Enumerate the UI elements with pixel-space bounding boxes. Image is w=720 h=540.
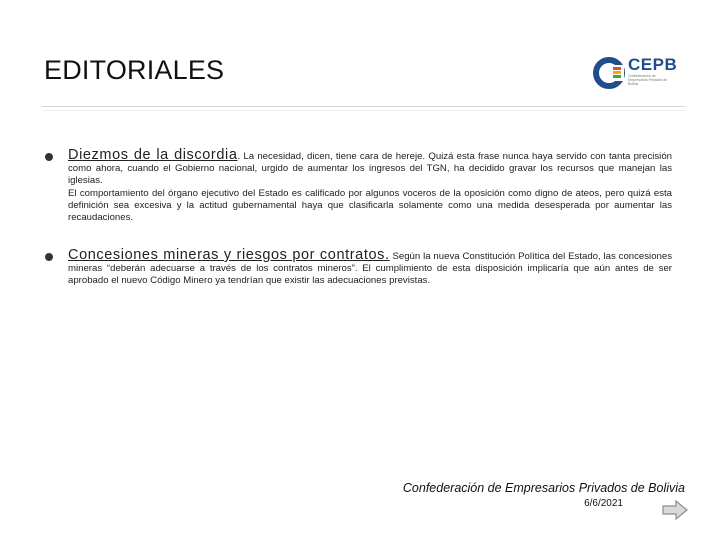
cepb-emblem-icon: [592, 56, 626, 90]
list-item: [68, 247, 672, 288]
bullet-dot: [45, 153, 53, 161]
item-text: . La necesidad, dicen, tiene cara de hereje. Quizá esta frase nunca haya servido con tanta precisión como ahora, cuando el Gobierno nacional, urgido de aumentar los ingresos del TGN, ha decidido gravar los recursos que manejan las iglesias.: [68, 151, 672, 187]
page-title: EDITORIALES: [44, 55, 225, 85]
cepb-logo: [592, 56, 692, 92]
title-divider: [42, 106, 685, 107]
footer-organization: Confederación de Empresarios Privados de Bolivia: [402, 481, 685, 495]
logo-name: CEPB: [628, 55, 678, 74]
item-text: Según la nueva Constitución Política del Estado, las concesiones mineras “deberán adecuarse a través de los contratos mineros”. El cumplimiento de esta disposición implicaría que aún antes de ser aprobado el nuevo Código Minero ya tendrían que existir las adecuaciones previstas.: [68, 251, 672, 287]
item-heading[interactable]: Concesiones mineras y riesgos por contratos.: [68, 247, 390, 263]
item-heading[interactable]: Diezmos de la discordia: [68, 147, 238, 163]
list-item: [68, 147, 672, 224]
logo-subtitle: Confederación de Empresarios Privados de Bolivia: [628, 74, 668, 86]
footer-date: 6/6/2021: [584, 498, 623, 509]
item-paragraph: El comportamiento del órgano ejecutivo del Estado es calificado por algunos voceros de la oposición como digno de ateos, pero quizá esta definición sea excesiva y la actitud gubernamental haya que clasificarla solamente como una medida desesperada por aumentar las recaudaciones.: [68, 187, 672, 224]
title-divider-shadow: [42, 110, 685, 111]
bullet-dot: [45, 253, 53, 261]
arrow-right-icon[interactable]: [661, 499, 689, 521]
